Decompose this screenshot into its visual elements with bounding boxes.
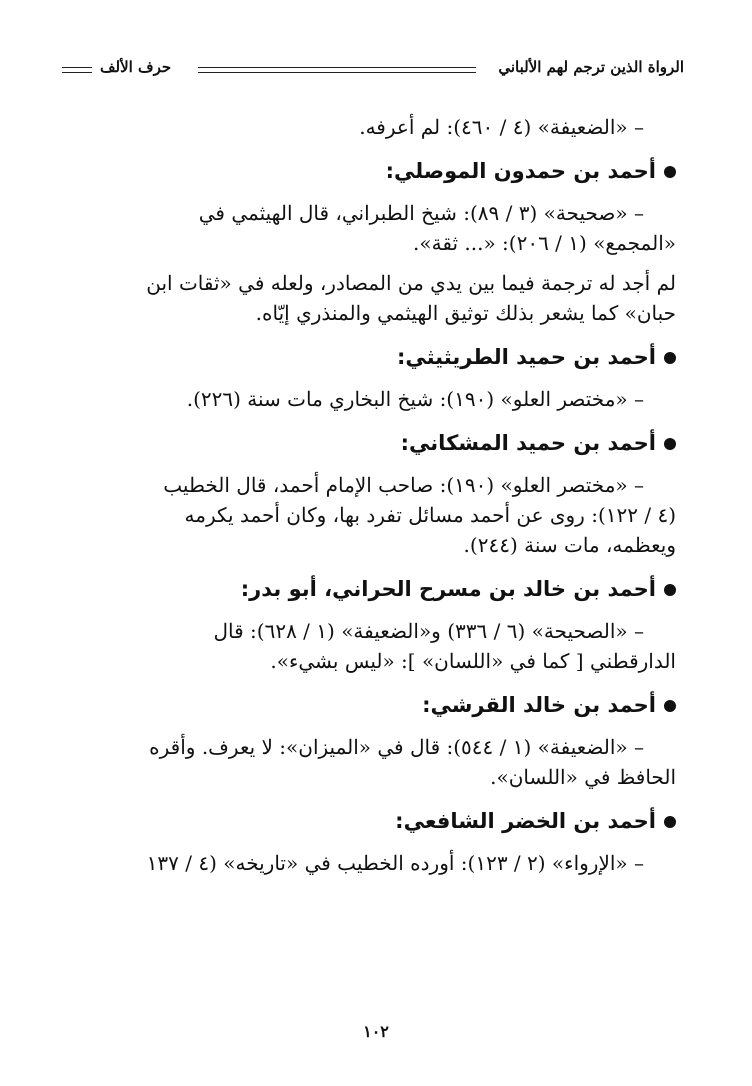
entry-text-line: «المجمع» (١ / ٢٠٦): «... ثقة». (413, 231, 676, 255)
entry-text-line: – «الضعيفة» (١ / ٥٤٤): قال في «الميزان»: لا يعرف. وأقره (149, 735, 644, 759)
header-rule (198, 67, 476, 73)
running-title: الرواة الذين ترجم لهم الألباني (498, 58, 684, 76)
bullet-icon (664, 584, 676, 596)
entry-text-line: الدارقطني [ كما في «اللسان» ]: «ليس بشيء». (270, 649, 676, 673)
entry-text-line: – «صحيحة» (٣ / ٨٩): شيخ الطبراني، قال الهيثمي في (198, 201, 644, 225)
page-content (56, 112, 676, 878)
entry-text-line: لم أجد له ترجمة فيما بين يدي من المصادر، ولعله في «ثقات ابن (146, 271, 676, 295)
bullet-icon (664, 352, 676, 364)
entry-heading: أحمد بن حميد الطريثيثي: (56, 342, 676, 372)
entry-text-line: – «مختصر العلو» (١٩٠): شيخ البخاري مات سنة (٢٢٦). (186, 387, 644, 411)
entry-text-line: – «الإرواء» (٢ / ١٢٣): أورده الخطيب في «تاريخه» (٤ / ١٣٧ (146, 851, 644, 875)
entry-text-line: الحافظ في «اللسان». (490, 765, 676, 789)
bullet-icon (664, 166, 676, 178)
header-rule-end (62, 67, 92, 73)
entry-text-line: – «الضعيفة» (٤ / ٤٦٠): لم أعرفه. (359, 115, 644, 139)
page-number: ١٠٢ (363, 1022, 389, 1041)
entry-heading: أحمد بن الخضر الشافعي: (56, 806, 676, 836)
chapter-title: حرف الألف (100, 58, 172, 76)
bullet-icon (664, 816, 676, 828)
entry-heading: أحمد بن خالد بن مسرح الحراني، أبو بدر: (56, 574, 676, 604)
entry-text-line: ويعظمه، مات سنة (٢٤٤). (463, 533, 676, 557)
entry-heading: أحمد بن حمدون الموصلي: (56, 156, 676, 186)
entry-text-line: – «مختصر العلو» (١٩٠): صاحب الإمام أحمد، قال الخطيب (163, 473, 644, 497)
bullet-icon (664, 700, 676, 712)
page-header (62, 58, 684, 84)
entry-text-line: (٤ / ١٢٢): روى عن أحمد مسائل تفرد بها، وكان أحمد يكرمه (184, 503, 676, 527)
bullet-icon (664, 438, 676, 450)
entry-heading: أحمد بن حميد المشكاني: (56, 428, 676, 458)
entry-text-line: حبان» كما يشعر بذلك توثيق الهيثمي والمنذري إيّاه. (255, 301, 676, 325)
entry-heading: أحمد بن خالد القرشي: (56, 690, 676, 720)
entry-text-line: – «الصحيحة» (٦ / ٣٣٦) و«الضعيفة» (١ / ٦٢٨): قال (213, 619, 644, 643)
